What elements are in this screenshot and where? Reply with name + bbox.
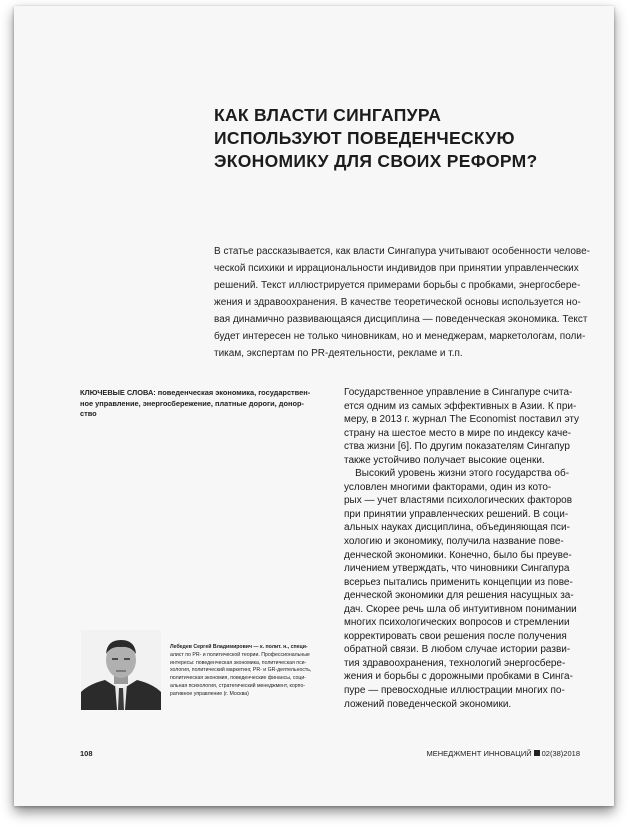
article-abstract <box>214 243 594 362</box>
abstract-line: вая динамично развивающаяся дисциплина — поведенческая экономика. Текст <box>214 314 588 325</box>
abstract-line: тикам, экспертам по PR-деятельности, рекламе и т.п. <box>214 348 463 359</box>
body-line: денческой экономики для решения насущных за- <box>344 590 574 602</box>
body-line: дач. Скорее речь шла об интуитивном понимании <box>344 603 577 615</box>
abstract-line: В статье рассказывается, как власти Сингапура учитывают особенности челове- <box>214 246 590 257</box>
keywords-block <box>80 388 330 420</box>
body-line: ется одним из самых эффективных в Азии. К при- <box>344 400 577 412</box>
title-line: КАК ВЛАСТИ СИНГАПУРА <box>214 105 442 125</box>
journal-footer <box>426 749 580 758</box>
body-line: обратной связи. В любом случае истории разви- <box>344 644 571 656</box>
body-line: личением утверждать, что чиновники Сингапура <box>344 563 570 575</box>
title-line: ИСПОЛЬЗУЮТ ПОВЕДЕНЧЕСКУЮ <box>214 128 515 148</box>
body-line: также устойчиво получает высокие оценки. <box>344 454 545 466</box>
body-line: пуре — превосходные иллюстрации многих по- <box>344 685 565 697</box>
journal-name: МЕНЕДЖМЕНТ ИННОВАЦИЙ <box>426 749 532 758</box>
keywords-line: ство <box>80 409 97 418</box>
body-line: альных науках дисциплина, объединяющая пси- <box>344 522 570 534</box>
body-line: при принятии управленческих решений. В соци- <box>344 508 569 520</box>
author-bio-line: алист по PR- и политической теории. Профессиональные <box>170 651 310 658</box>
abstract-line: жения и здравоохранения. В качестве теоретической основы используется но- <box>214 297 581 308</box>
author-bio-line: хология, политический маркетинг, PR- и GR-деятельность, <box>170 667 312 674</box>
body-line: тия здравоохранения, технологий энергосбере- <box>344 657 566 669</box>
keywords-line: КЛЮЧЕВЫЕ СЛОВА: поведенческая экономика, государствен- <box>80 388 311 397</box>
body-line: условлен многими факторами, один из кото- <box>344 481 552 493</box>
journal-page <box>14 6 614 806</box>
abstract-line: ческой психики и иррациональности индивидов при принятии управленческих <box>214 263 579 274</box>
body-line: многих психологических вопросов и стремлении <box>344 617 570 629</box>
body-line: меру, в 2013 г. журнал The Economist поставил эту <box>344 414 580 426</box>
author-bio-line: интересы: поведенческая экономика, политическая пси- <box>170 659 307 666</box>
journal-issue: 02(38)2018 <box>541 749 580 758</box>
body-line: Государственное управление в Сингапуре счита- <box>344 387 573 398</box>
body-line: ложений поведенческой экономики. <box>344 698 512 710</box>
body-line: хологию и экономику, получила название пове- <box>344 536 564 548</box>
keywords-line: ное управление, энергосбережение, платные дороги, донор- <box>80 398 304 408</box>
article-title <box>214 104 574 173</box>
body-line: рых — учет властями психологических факторов <box>344 495 573 507</box>
page-number: 108 <box>80 749 93 758</box>
abstract-line: будет интересен не только чиновникам, но и менеджерам, маркетологам, поли- <box>214 331 586 342</box>
abstract-line: решений. Текст иллюстрируется примерами борьбы с пробками, энергосбере- <box>214 280 581 291</box>
square-separator-icon <box>534 750 540 756</box>
author-bio <box>170 644 340 699</box>
body-line: Высокий уровень жизни этого государства об- <box>344 468 570 480</box>
article-body <box>344 386 604 711</box>
title-line: ЭКОНОМИКУ ДЛЯ СВОИХ РЕФОРМ? <box>214 151 538 171</box>
author-bio-line: Лебедев Сергей Владимирович — к. полит. н., специ- <box>170 644 308 650</box>
body-line: жения и борьбы с дорожными пробками в Синга- <box>344 671 573 683</box>
body-line: всерьез пытались применить концепции из пове- <box>344 576 573 588</box>
author-photo <box>81 630 161 710</box>
body-line: корректировать свои решения после получения <box>344 630 567 642</box>
body-line: денческой экономики. Конечно, было бы преуве- <box>344 549 572 561</box>
author-bio-line: ративное управление (г. Москва) <box>170 690 249 697</box>
author-bio-line: альная психология, стратегический менеджмент, корпо- <box>170 682 306 689</box>
body-line: страну на шестое место в мире по индексу каче- <box>344 427 572 439</box>
author-portrait-image <box>81 630 161 710</box>
body-line: ства жизни [6]. По другим показателям Сингапур <box>344 441 570 453</box>
author-bio-line: политическая экономия, поведенческие финансы, соци- <box>170 675 306 682</box>
